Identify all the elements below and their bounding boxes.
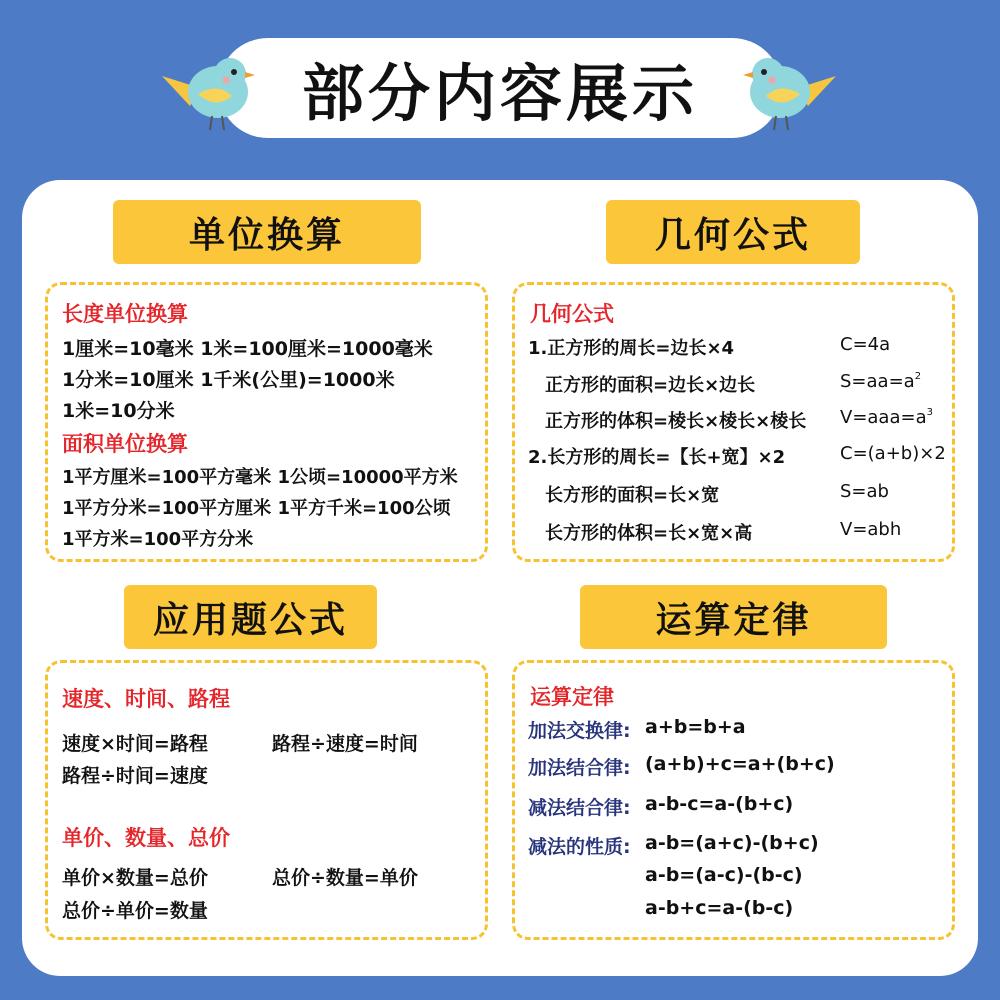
- laws-heading: 运算定律: [530, 685, 614, 709]
- length-line: 1厘米=10毫米 1米=100厘米=1000毫米: [62, 338, 433, 360]
- pill-units: 单位换算: [113, 200, 421, 264]
- formula-line: 总价÷单价=数量: [62, 900, 208, 922]
- price-heading: 单价、数量、总价: [62, 826, 230, 850]
- geometry-row-text: 2.长方形的周长=【长+宽】×2: [528, 447, 786, 468]
- law-formula: a+b=b+a: [645, 716, 746, 738]
- area-line: 1平方厘米=100平方毫米 1公顷=10000平方米: [62, 467, 458, 488]
- law-formula: a-b=(a+c)-(b+c): [645, 832, 819, 854]
- bird-icon: [742, 48, 838, 138]
- law-label: 减法结合律:: [528, 797, 631, 819]
- pill-laws: 运算定律: [580, 585, 887, 649]
- pill-word-problems: 应用题公式: [124, 585, 377, 649]
- length-heading: 长度单位换算: [62, 302, 188, 326]
- geometry-row-formula: $S=aa=a^2$: [840, 371, 922, 392]
- length-line: 1分米=10厘米 1千米(公里)=1000米: [62, 369, 395, 391]
- speed-heading: 速度、时间、路程: [62, 687, 230, 711]
- geometry-row-text: 长方形的体积=长×宽×高: [545, 523, 753, 544]
- geometry-row-formula: S=ab: [840, 481, 889, 502]
- geometry-row-formula: V=abh: [840, 519, 902, 540]
- geometry-row-text: 正方形的面积=边长×边长: [545, 375, 756, 396]
- geometry-row-formula: C=4a: [840, 334, 891, 355]
- law-label: 加法交换律:: [528, 720, 631, 742]
- law-label: 加法结合律:: [528, 757, 631, 779]
- area-line: 1平方分米=100平方厘米 1平方千米=100公顷: [62, 498, 451, 519]
- pill-geometry: 几何公式: [606, 200, 860, 264]
- area-line: 1平方米=100平方分米: [62, 529, 254, 550]
- area-heading: 面积单位换算: [62, 432, 188, 456]
- geometry-row-text: 1.正方形的周长=边长×4: [528, 338, 735, 359]
- geometry-row-formula: C=(a+b)×2: [840, 443, 946, 464]
- formula-line: 速度×时间=路程: [62, 733, 208, 755]
- law-formula: a-b=(a-c)-(b-c): [645, 864, 803, 886]
- geometry-row-formula: $V=aaa=a^3$: [840, 407, 933, 428]
- geometry-row-text: 正方形的体积=棱长×棱长×棱长: [545, 411, 807, 432]
- law-formula: (a+b)+c=a+(b+c): [645, 753, 835, 775]
- law-formula: a-b+c=a-(b-c): [645, 897, 794, 919]
- law-formula: a-b-c=a-(b+c): [645, 793, 794, 815]
- formula-line: 单价×数量=总价: [62, 867, 208, 889]
- page-title: 部分内容展示: [301, 56, 698, 130]
- bird-icon: [160, 48, 256, 138]
- formula-line: 总价÷数量=单价: [272, 867, 418, 889]
- geometry-row-text: 长方形的面积=长×宽: [545, 485, 720, 506]
- law-label: 减法的性质:: [528, 836, 631, 858]
- length-line: 1米=10分米: [62, 400, 175, 422]
- geometry-heading: 几何公式: [530, 302, 614, 326]
- formula-line: 路程÷时间=速度: [62, 765, 208, 787]
- formula-line: 路程÷速度=时间: [272, 733, 418, 755]
